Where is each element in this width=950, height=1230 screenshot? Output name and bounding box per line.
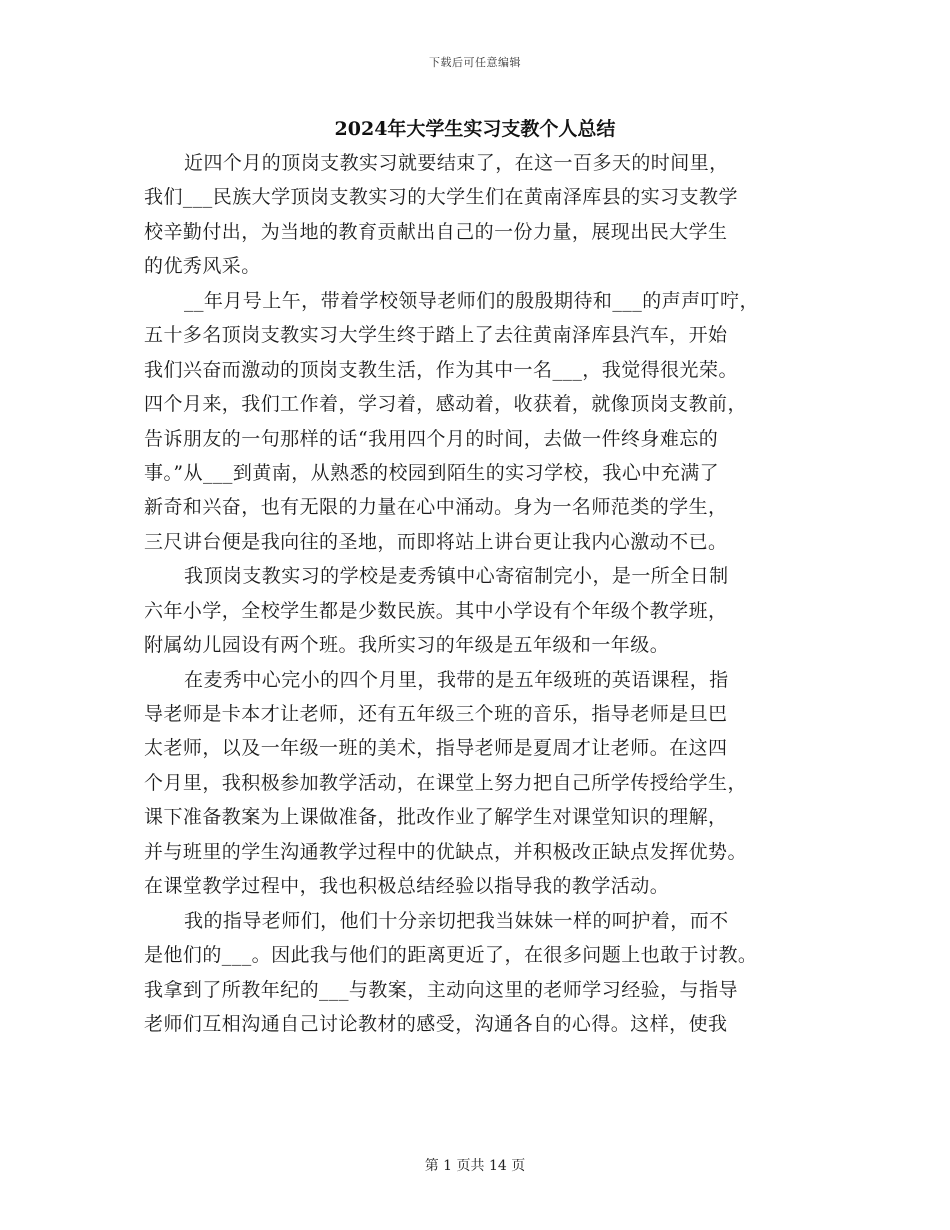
text-line: 事。”从___到黄南，从熟悉的校园到陌生的实习学校，我心中充满了 — [144, 461, 720, 484]
text-line: 我们兴奋而激动的顶岗支教生活，作为其中一名___，我觉得很光荣。 — [144, 358, 738, 381]
text-line: 我拿到了所教年纪的___与教案，主动向这里的老师学习经验，与指导 — [144, 978, 738, 1001]
text-line: 是他们的___。因此我与他们的距离更近了，在很多问题上也敢于讨教。 — [144, 944, 758, 967]
text-line: 在课堂教学过程中，我也积极总结经验以指导我的教学活动。 — [144, 875, 670, 898]
page-number-footer: 第 1 页共 14 页 — [424, 1158, 526, 1174]
text-line: 导老师是卡本才让老师，还有五年级三个班的音乐，指导老师是旦巴 — [144, 703, 728, 725]
text-line: 太老师，以及一年级一班的美术，指导老师是夏周才让老师。在这四 — [144, 737, 728, 760]
text-line: 的优秀风采。 — [144, 255, 261, 278]
text-line: 我的指导老师们，他们十分亲切把我当妹妹一样的呵护着，而不 — [184, 909, 729, 932]
text-line: 六年小学，全校学生都是少数民族。其中小学设有个年级个教学班， — [144, 599, 728, 622]
text-line: 附属幼儿园设有两个班。我所实习的年级是五年级和一年级。 — [144, 634, 670, 657]
text-line: 三尺讲台便是我向往的圣地，而即将站上讲台更让我内心激动不已。 — [144, 530, 728, 553]
text-line: 老师们互相沟通自己讨论教材的感受，沟通各自的心得。这样，使我 — [144, 1012, 728, 1035]
page-header-note: 下载后可任意编辑 — [429, 56, 521, 69]
document-title: 2024年大学生实习支教个人总结 — [334, 118, 616, 140]
text-line: 在麦秀中心完小的四个月里，我带的是五年级班的英语课程，指 — [184, 668, 729, 691]
text-line: 个月里，我积极参加教学活动，在课堂上努力把自己所学传授给学生， — [144, 771, 747, 794]
document-body — [144, 146, 824, 1041]
text-line: 近四个月的顶岗支教实习就要结束了，在这一百多天的时间里， — [184, 152, 729, 174]
text-line: 课下准备教案为上课做准备，批改作业了解学生对课堂知识的理解， — [144, 806, 728, 829]
text-line: 我顶岗支教实习的学校是麦秀镇中心寄宿制完小，是一所全日制 — [184, 565, 729, 588]
text-line: __年月号上午，带着学校领导老师们的殷殷期待和___的声声叮咛， — [184, 289, 759, 312]
text-line: 新奇和兴奋，也有无限的力量在心中涌动。身为一名师范类的学生， — [144, 496, 728, 519]
text-line: 我们___民族大学顶岗支教实习的大学生们在黄南泽库县的实习支教学 — [144, 186, 738, 209]
text-line: 并与班里的学生沟通教学过程中的优缺点，并积极改正缺点发挥优势。 — [144, 840, 747, 863]
text-line: 四个月来，我们工作着，学习着，感动着，收获着，就像顶岗支教前， — [144, 393, 747, 416]
text-line: 五十多名顶岗支教实习大学生终于踏上了去往黄南泽库县汽车，开始 — [144, 324, 728, 347]
text-line: 校辛勤付出，为当地的教育贡献出自己的一份力量，展现出民大学生 — [144, 220, 728, 243]
text-line: 告诉朋友的一句那样的话“我用四个月的时间，去做一件终身难忘的 — [144, 427, 719, 450]
